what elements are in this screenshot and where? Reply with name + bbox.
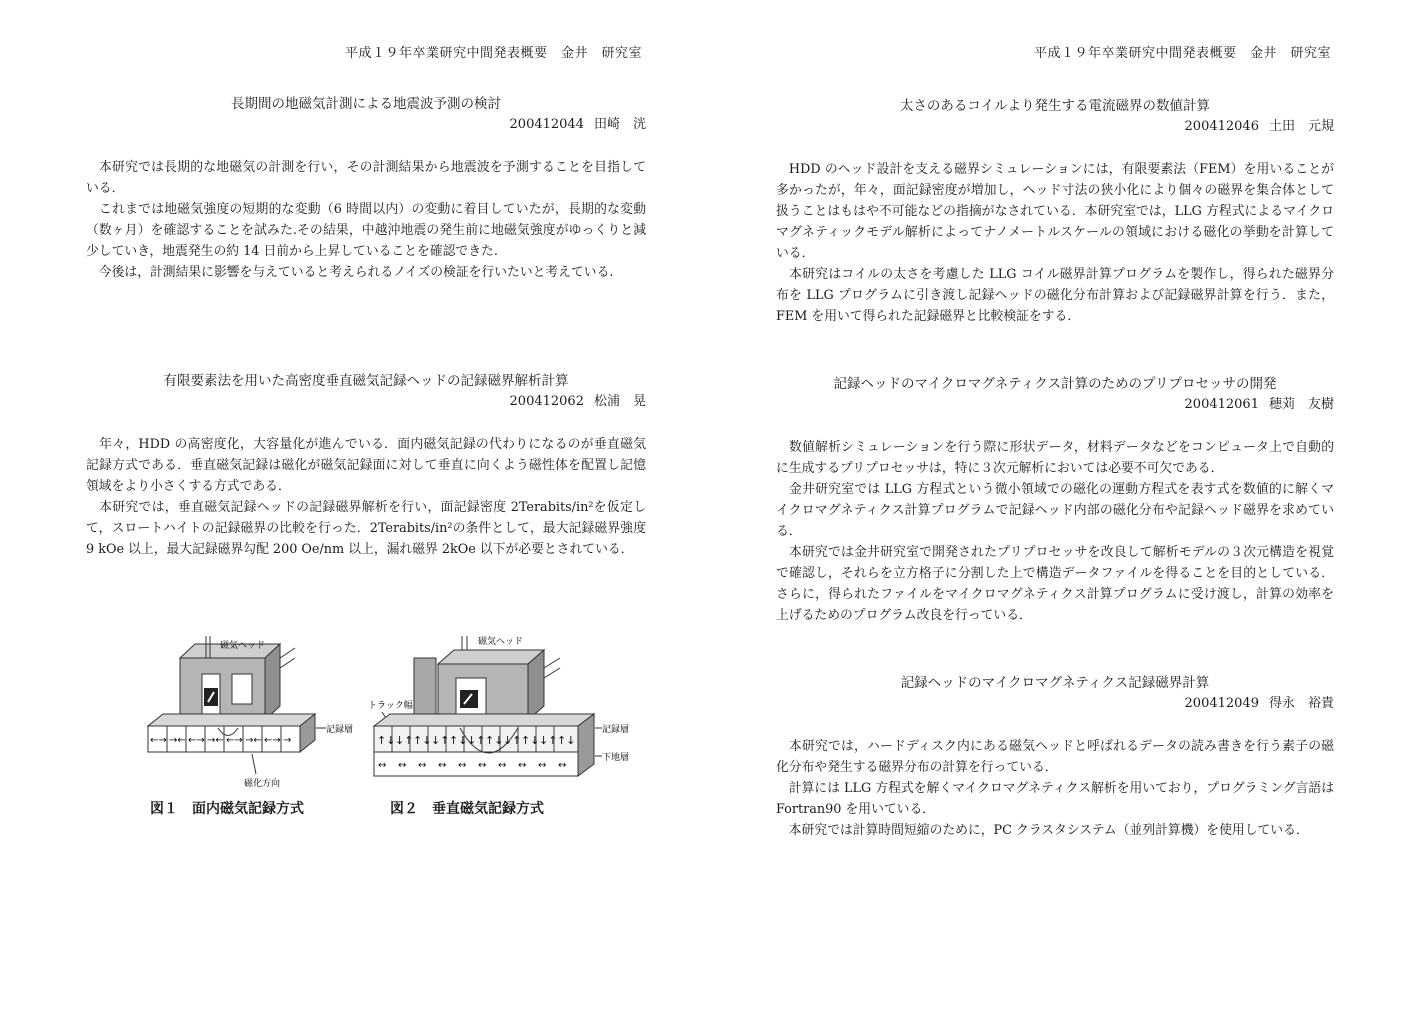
svg-text:↑↓: ↑↓: [377, 734, 396, 747]
svg-text:↑↓: ↑↓: [485, 734, 504, 747]
author-name: 得永 裕貴: [1268, 696, 1334, 711]
label-direction: 磁化方向: [244, 779, 281, 789]
svg-text:→←: →←: [245, 735, 262, 746]
svg-text:↔: ↔: [398, 760, 407, 771]
article-fem-head: [86, 371, 646, 560]
svg-text:↔: ↔: [458, 760, 467, 771]
article-body: [776, 159, 1334, 327]
article-body: [86, 157, 646, 283]
author-name: 松浦 晃: [593, 394, 646, 409]
student-id: 200412046: [1184, 119, 1259, 134]
student-id: 200412062: [509, 394, 584, 409]
page-header: 平成１９年卒業研究中間発表概要 金井 研究室: [1033, 46, 1331, 61]
svg-text:↔: ↔: [558, 760, 567, 771]
svg-text:↓↑: ↓↑: [431, 734, 450, 747]
article-author: [776, 395, 1334, 415]
paragraph: これまでは地磁気強度の短期的な変動（6 時間以内）の変動に着目していたが，長期的な変動（数ヶ月）を確認することを試みた.その結果，中越沖地震の発生前に地磁気強度がゆっくりと減少していき，地震発生の約 14 日前から上昇していることを確認できた.: [86, 202, 646, 259]
svg-text:→←: →←: [207, 735, 224, 746]
figure2-diagram: [368, 628, 630, 793]
article-micromagnetics: [776, 673, 1334, 841]
paragraph: 数値解析シミュレーションを行う際に形状データ，材料データなどをコンピュータ上で自動的に生成するプリプロセッサは，特に３次元解析においては必要不可欠である．: [776, 440, 1334, 476]
article-title: 長期間の地磁気計測による地震波予測の検討: [231, 96, 501, 112]
figure-caption: 図１ 面内磁気記録方式: [150, 801, 304, 817]
svg-text:↓↑: ↓↑: [467, 734, 486, 747]
paragraph: 本研究では長期的な地磁気の計測を行い，その計測結果から地震波を予測することを目指している．: [86, 160, 647, 196]
paragraph: 年々，HDD の高密度化，大容量化が進んでいる．面内磁気記録の代わりになるのが垂直磁気記録方式である．垂直磁気記録は磁化が磁気記録面に対して垂直に向くよう磁性体を配置し記憶領域をより小さくする方式である．: [86, 437, 646, 494]
paragraph: 本研究では計算時間短縮のために，PC クラスタシステム（並列計算機）を使用している．: [776, 823, 1309, 838]
svg-text:↔: ↔: [538, 760, 547, 771]
svg-text:←→: ←→: [264, 735, 281, 746]
figure-perpendicular-recording: [368, 628, 630, 823]
author-name: 土田 元規: [1268, 119, 1334, 134]
paragraph: 計算には LLG 方程式を解くマイクロマグネティクス解析を用いており，プログラミング言語は Fortran90 を用いている．: [776, 781, 1334, 817]
paragraph: 本研究では，ハードディスク内にある磁気ヘッドと呼ばれるデータの読み書きを行う素子の磁化分布や発生する磁界分布の計算を行っている．: [776, 739, 1334, 775]
paragraph: 本研究では金井研究室で開発されたプリプロセッサを改良して解析モデルの３次元構造を視覚で確認し，それらを立方格子に分割した上で構造データファイルを得ることを目的としている．さらに，得られたファイルをマイクロマグネティクス計算プログラムに受け渡し，計算の効率を上げるためのプログラム改良を行っている．: [776, 545, 1334, 623]
article-title: 有限要素法を用いた高密度垂直磁気記録ヘッドの記録磁界解析計算: [163, 373, 569, 389]
article-earthquake: [86, 94, 646, 283]
paragraph: HDD のヘッド設計を支える磁界シミュレーションには，有限要素法（FEM）を用いることが多かったが，年々，面記録密度が増加し，ヘッド寸法の狭小化により個々の磁界を集合体として扱うことはもはや不可能などの指摘がなされている．本研究室では，LLG 方程式によるマイクロマグネティックモデル解析によってナノメートルスケールの領域における磁化の挙動を計算している．: [776, 162, 1334, 261]
label-head: 磁気ヘッド: [478, 637, 524, 647]
svg-text:↑↓: ↑↓: [557, 734, 576, 747]
svg-text:↓↑: ↓↑: [539, 734, 558, 747]
page-header: 平成１９年卒業研究中間発表概要 金井 研究室: [344, 46, 642, 61]
right-page: [700, 0, 1403, 1020]
student-id: 200412049: [1184, 696, 1259, 711]
svg-text:↔: ↔: [518, 760, 527, 771]
label-head: 磁気ヘッド: [220, 641, 266, 651]
svg-text:↔: ↔: [378, 760, 387, 771]
article-body: [86, 434, 646, 560]
svg-text:↑↓: ↑↓: [413, 734, 432, 747]
svg-text:←→: ←→: [150, 735, 167, 746]
article-author: [776, 694, 1334, 714]
svg-text:→←: →←: [169, 735, 186, 746]
svg-text:↓↑: ↓↑: [395, 734, 414, 747]
article-body: [776, 736, 1334, 841]
svg-text:↔: ↔: [438, 760, 447, 771]
student-id: 200412044: [509, 117, 584, 132]
label-layer: 記録層: [326, 725, 354, 735]
label-track-width: トラック幅: [368, 701, 413, 711]
label-layer: 記録層: [602, 725, 630, 735]
article-author: [776, 117, 1334, 137]
figure-caption: 図２ 垂直磁気記録方式: [390, 801, 544, 817]
paragraph: 今後は，計測結果に影響を与えていると考えられるノイズの検証を行いたいと考えている.: [86, 265, 614, 280]
svg-text:→: →: [283, 735, 292, 746]
paragraph: 本研究では，垂直磁気記録ヘッドの記録磁界解析を行い，面記録密度 2Terabits/in²を仮定して，スロートハイトの記録磁界の比較を行った．2Terabits/in²の条件として，最大記録磁界強度 9 kOe 以上，最大記録磁界勾配 200 Oe/nm 以上，漏れ磁界 2kOe 以下が必要とされている．: [86, 500, 646, 557]
svg-text:↑↓: ↑↓: [449, 734, 468, 747]
article-title: 記録ヘッドのマイクロマグネティクス計算のためのプリプロセッサの開発: [833, 376, 1277, 392]
paragraph: 本研究はコイルの太さを考慮した LLG コイル磁界計算プログラムを製作し，得られた磁界分布を LLG プログラムに引き渡し記録ヘッドの磁化分布計算および記録磁界計算を行う．また，FEM を用いて得られた記録磁界と比較検証をする．: [776, 267, 1334, 324]
article-title: 記録ヘッドのマイクロマグネティクス記録磁界計算: [900, 675, 1210, 691]
left-page: [0, 0, 700, 1020]
article-title: 太さのあるコイルより発生する電流磁界の数値計算: [899, 98, 1211, 114]
figure1-diagram: [140, 628, 360, 793]
author-name: 穂苅 友樹: [1268, 397, 1334, 412]
author-name: 田崎 洸: [593, 117, 646, 132]
label-underlayer: 下地層: [602, 753, 630, 763]
article-coil-field: [776, 96, 1334, 327]
figures: [140, 628, 630, 823]
svg-text:↑↓: ↑↓: [521, 734, 540, 747]
article-author: [86, 392, 646, 412]
svg-text:↔: ↔: [418, 760, 427, 771]
article-body: [776, 437, 1334, 626]
svg-text:←→: ←→: [188, 735, 205, 746]
student-id: 200412061: [1184, 397, 1259, 412]
svg-text:←→: ←→: [226, 735, 243, 746]
article-preprocessor: [776, 374, 1334, 626]
paragraph: 金井研究室では LLG 方程式という微小領域での磁化の運動方程式を表す式を数値的に解くマイクロマグネティクス計算プログラムで記録ヘッド内部の磁化分布や記録ヘッド磁界を求めている．: [776, 482, 1334, 539]
article-author: [86, 115, 646, 135]
svg-text:↓↑: ↓↑: [503, 734, 522, 747]
svg-text:↔: ↔: [478, 760, 487, 771]
figure-longitudinal-recording: [140, 628, 360, 823]
svg-text:↔: ↔: [498, 760, 507, 771]
